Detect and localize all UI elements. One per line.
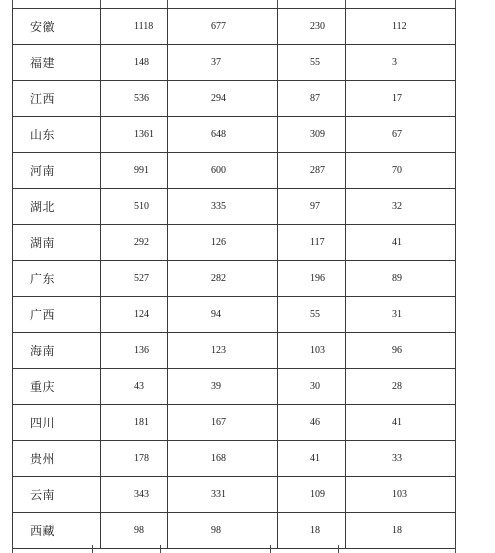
value-cell-1: 98 (101, 513, 168, 549)
value-cell-3: 309 (278, 117, 346, 153)
value-cell-1: 527 (101, 261, 168, 297)
value-cell-1: 124 (101, 297, 168, 333)
table-row (13, 405, 456, 441)
value-cell-2: 677 (168, 9, 278, 45)
value-cell-4: 89 (346, 261, 456, 297)
province-cell: 江西 (13, 81, 101, 117)
table-top-divider (167, 0, 168, 8)
table-bottom-divider (338, 545, 339, 553)
table-top-divider (277, 0, 278, 8)
value-cell-1: 178 (101, 441, 168, 477)
table-top-divider (345, 0, 346, 8)
value-cell-2: 600 (168, 153, 278, 189)
table-bottom-divider (455, 545, 456, 553)
value-cell-2: 39 (168, 369, 278, 405)
value-cell-4: 17 (346, 81, 456, 117)
value-cell-3: 287 (278, 153, 346, 189)
table-row (13, 477, 456, 513)
value-cell-1: 43 (101, 369, 168, 405)
value-cell-2: 167 (168, 405, 278, 441)
province-cell: 河南 (13, 153, 101, 189)
table-row (13, 117, 456, 153)
value-cell-2: 282 (168, 261, 278, 297)
value-cell-1: 136 (101, 333, 168, 369)
table-row (13, 369, 456, 405)
value-cell-3: 55 (278, 45, 346, 81)
value-cell-3: 46 (278, 405, 346, 441)
province-data-table (12, 8, 456, 549)
value-cell-3: 230 (278, 9, 346, 45)
value-cell-3: 30 (278, 369, 346, 405)
province-cell: 山东 (13, 117, 101, 153)
province-cell: 湖南 (13, 225, 101, 261)
table-row (13, 9, 456, 45)
value-cell-4: 3 (346, 45, 456, 81)
value-cell-4: 103 (346, 477, 456, 513)
table-bottom-divider (160, 545, 161, 553)
table-bottom-divider (12, 545, 13, 553)
province-cell: 海南 (13, 333, 101, 369)
table-row (13, 45, 456, 81)
value-cell-1: 343 (101, 477, 168, 513)
table-top-divider (12, 0, 13, 8)
value-cell-4: 96 (346, 333, 456, 369)
value-cell-3: 87 (278, 81, 346, 117)
value-cell-3: 41 (278, 441, 346, 477)
value-cell-4: 41 (346, 405, 456, 441)
value-cell-3: 117 (278, 225, 346, 261)
value-cell-1: 1361 (101, 117, 168, 153)
value-cell-1: 991 (101, 153, 168, 189)
table-bottom-divider (92, 545, 93, 553)
table-row (13, 81, 456, 117)
value-cell-4: 67 (346, 117, 456, 153)
table-bottom-edge (0, 545, 495, 553)
value-cell-1: 510 (101, 189, 168, 225)
table-row (13, 333, 456, 369)
table-row (13, 225, 456, 261)
value-cell-4: 18 (346, 513, 456, 549)
province-cell: 西藏 (13, 513, 101, 549)
value-cell-2: 94 (168, 297, 278, 333)
value-cell-3: 18 (278, 513, 346, 549)
value-cell-1: 148 (101, 45, 168, 81)
value-cell-2: 98 (168, 513, 278, 549)
table-top-edge (0, 0, 495, 8)
province-cell: 云南 (13, 477, 101, 513)
value-cell-2: 648 (168, 117, 278, 153)
table-row (13, 153, 456, 189)
value-cell-4: 28 (346, 369, 456, 405)
province-cell: 四川 (13, 405, 101, 441)
value-cell-3: 55 (278, 297, 346, 333)
value-cell-1: 292 (101, 225, 168, 261)
table-row (13, 189, 456, 225)
value-cell-3: 109 (278, 477, 346, 513)
province-cell: 广东 (13, 261, 101, 297)
table-row (13, 261, 456, 297)
province-cell: 湖北 (13, 189, 101, 225)
province-cell: 重庆 (13, 369, 101, 405)
province-cell: 安徽 (13, 9, 101, 45)
value-cell-4: 112 (346, 9, 456, 45)
province-cell: 广西 (13, 297, 101, 333)
table-top-divider (455, 0, 456, 8)
value-cell-4: 31 (346, 297, 456, 333)
value-cell-3: 103 (278, 333, 346, 369)
value-cell-2: 126 (168, 225, 278, 261)
table-top-divider (100, 0, 101, 8)
value-cell-3: 196 (278, 261, 346, 297)
table-row (13, 441, 456, 477)
value-cell-2: 168 (168, 441, 278, 477)
province-cell: 福建 (13, 45, 101, 81)
value-cell-4: 70 (346, 153, 456, 189)
table-bottom-divider (270, 545, 271, 553)
value-cell-2: 331 (168, 477, 278, 513)
value-cell-1: 181 (101, 405, 168, 441)
value-cell-3: 97 (278, 189, 346, 225)
value-cell-4: 32 (346, 189, 456, 225)
value-cell-4: 41 (346, 225, 456, 261)
table-row (13, 513, 456, 549)
value-cell-1: 536 (101, 81, 168, 117)
value-cell-2: 335 (168, 189, 278, 225)
value-cell-2: 294 (168, 81, 278, 117)
table-row (13, 297, 456, 333)
value-cell-2: 123 (168, 333, 278, 369)
province-cell: 贵州 (13, 441, 101, 477)
value-cell-4: 33 (346, 441, 456, 477)
table-body (13, 9, 456, 549)
value-cell-2: 37 (168, 45, 278, 81)
value-cell-1: 1118 (101, 9, 168, 45)
